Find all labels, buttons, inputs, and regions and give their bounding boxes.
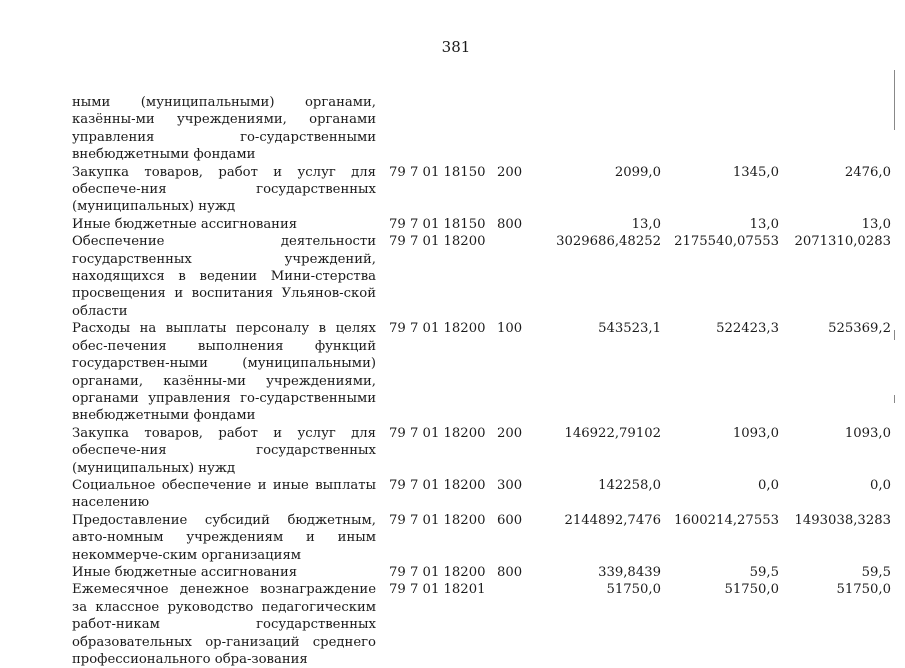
cell-name: Закупка товаров, работ и услуг для обеспече-ния государственных (муниципальных) нужд (72, 425, 376, 476)
cell-v3: 525369,2 (828, 321, 891, 337)
cell-type: 100 (497, 321, 523, 337)
cell-v2: 2175540,07553 (674, 234, 779, 250)
cell-type: 300 (497, 477, 523, 493)
table-row (72, 425, 895, 477)
cell-code: 79 7 01 18150 (389, 164, 486, 180)
cell-name: Иные бюджетные ассигнования (72, 564, 298, 580)
cell-type (497, 581, 537, 668)
cell-v2 (663, 94, 783, 164)
cell-v2: 1093,0 (732, 425, 779, 441)
cell-code: 79 7 01 18200 (389, 234, 486, 250)
cell-v1: 2144892,7476 (564, 512, 661, 528)
cell-v1: 2099,0 (614, 164, 661, 180)
cell-v3: 2071310,0283 (794, 234, 891, 250)
page-number: 381 (441, 38, 471, 56)
budget-table-body (72, 94, 895, 668)
cell-v1: 3029686,48252 (556, 234, 661, 250)
cell-type (497, 233, 537, 320)
cell-name: Расходы на выплаты персоналу в целях обес-печения выполнения функций государствен-ными (муниципальными) органами, казённы-ми учреждениями, органами управления го-сударственными внебюджетными фондами (72, 321, 376, 424)
cell-type: 200 (497, 425, 523, 441)
cell-code: 79 7 01 18200 (389, 512, 486, 528)
table-row (72, 320, 895, 424)
cell-v1: 142258,0 (598, 477, 661, 493)
table-row (72, 94, 895, 164)
cell-code (376, 94, 497, 164)
scan-edge-mark (894, 70, 895, 130)
cell-type: 800 (497, 216, 523, 232)
cell-name: Иные бюджетные ассигнования (72, 216, 298, 232)
cell-v3: 0,0 (870, 477, 891, 493)
cell-code: 79 7 01 18200 (389, 425, 486, 441)
cell-type (497, 94, 537, 164)
cell-v3 (783, 94, 895, 164)
budget-table (72, 94, 895, 668)
cell-v2: 13,0 (749, 216, 779, 232)
cell-v2: 1345,0 (732, 164, 779, 180)
cell-v3: 1493038,3283 (794, 512, 891, 528)
cell-v3: 51750,0 (836, 582, 891, 598)
cell-code: 79 7 01 18201 (389, 582, 486, 598)
cell-code: 79 7 01 18150 (389, 216, 486, 232)
table-row (72, 477, 895, 512)
cell-type: 800 (497, 564, 523, 580)
table-row (72, 564, 895, 581)
cell-type: 600 (497, 512, 523, 528)
cell-name: Социальное обеспечение и иные выплаты населению (72, 477, 376, 511)
table-row (72, 233, 895, 320)
table-row (72, 581, 895, 668)
table-row (72, 512, 895, 564)
cell-name: Предоставление субсидий бюджетным, авто-номным учреждениям и иным некоммерче-ским организациям (72, 512, 376, 563)
cell-v1: 13,0 (631, 216, 661, 232)
cell-name: Обеспечение деятельности государственных учреждений, находящихся в ведении Мини-стерства просвещения и воспитания Ульянов-ской области (72, 234, 376, 319)
cell-v3: 59,5 (861, 564, 891, 580)
cell-v2: 51750,0 (724, 582, 779, 598)
cell-v1: 146922,79102 (564, 425, 661, 441)
cell-v2: 522423,3 (716, 321, 779, 337)
cell-code: 79 7 01 18200 (389, 564, 486, 580)
cell-code: 79 7 01 18200 (389, 477, 486, 493)
cell-v1: 543523,1 (598, 321, 661, 337)
cell-v3: 13,0 (861, 216, 891, 232)
cell-v2: 0,0 (758, 477, 779, 493)
cell-v1: 339,8439 (598, 564, 661, 580)
cell-code: 79 7 01 18200 (389, 321, 486, 337)
table-row (72, 216, 895, 233)
cell-name: Ежемесячное денежное вознаграждение за классное руководство педагогическим работ-никам государственных образовательных ор-ганизаций среднего профессионального обра-зования (72, 582, 376, 667)
cell-v3: 1093,0 (844, 425, 891, 441)
cell-v2: 1600214,27553 (674, 512, 779, 528)
scan-edge-mark (894, 330, 895, 340)
scan-edge-mark (894, 395, 895, 403)
cell-v1 (537, 94, 663, 164)
cell-v2: 59,5 (749, 564, 779, 580)
cell-type: 200 (497, 164, 523, 180)
cell-v3: 2476,0 (844, 164, 891, 180)
cell-v1: 51750,0 (606, 582, 661, 598)
cell-name: ными (муниципальными) органами, казённы-ми учреждениями, органами управления го-сударственными внебюджетными фондами (72, 95, 376, 163)
table-row (72, 164, 895, 216)
cell-name: Закупка товаров, работ и услуг для обеспече-ния государственных (муниципальных) нужд (72, 164, 376, 215)
